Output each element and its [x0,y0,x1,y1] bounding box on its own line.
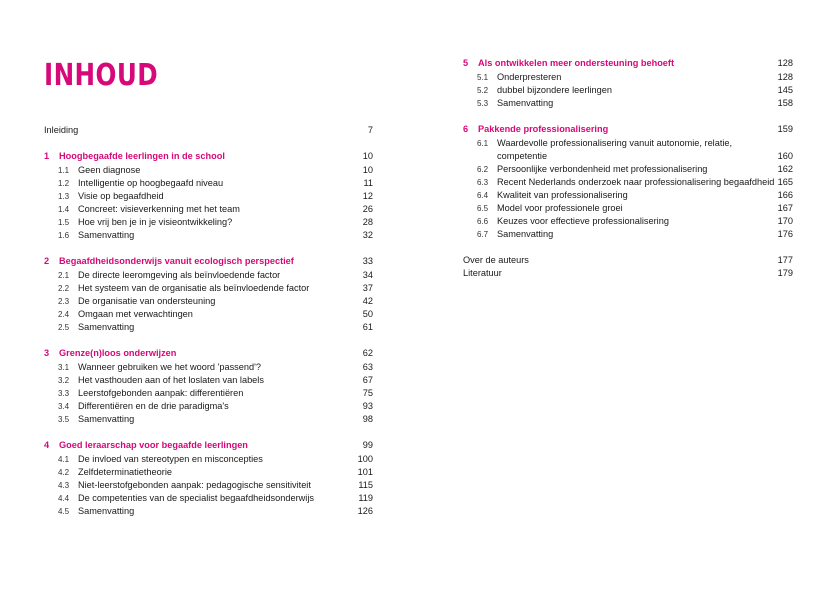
toc-section-page: 50 [362,309,373,319]
toc-entry-page: 177 [777,255,793,265]
toc-section-page: 63 [362,362,373,372]
toc-section-title: Zelfdeterminatietheorie [78,467,172,477]
toc-section-page: 34 [362,270,373,280]
toc-chapter-heading[interactable] [44,347,373,360]
toc-section-page: 158 [777,98,793,108]
toc-section-entry[interactable] [44,269,373,282]
toc-section-title: Omgaan met verwachtingen [78,309,193,319]
toc-section-entry[interactable] [44,229,373,242]
toc-backmatter-entry[interactable] [463,267,793,280]
toc-section-title: Recent Nederlands onderzoek naar professionalisering begaafdheid [497,177,775,187]
toc-section-number: 4.3 [58,481,70,490]
toc-chapter-number: 4 [44,440,50,450]
toc-entry-title: Inleiding [44,125,79,135]
toc-section-page: 162 [777,164,793,174]
toc-section-title: Het vasthouden aan of het loslaten van labels [78,375,264,385]
toc-section-title: Differentiëren en de drie paradigma's [78,401,229,411]
toc-section-page: 98 [362,414,373,424]
toc-section-number: 5.1 [477,73,489,82]
toc-section-page: 28 [362,217,373,227]
toc-section-page: 67 [362,375,373,385]
toc-section-title: Persoonlijke verbondenheid met professionalisering [497,164,708,174]
toc-section-title: Samenvatting [78,230,135,240]
toc-section-number: 5.3 [477,99,489,108]
toc-section-number: 4.4 [58,494,70,503]
toc-section-title: Geen diagnose [78,165,141,175]
toc-chapter-heading[interactable] [44,439,373,452]
toc-chapter-title: Hoogbegaafde leerlingen in de school [59,151,225,161]
toc-section-page: 10 [362,165,373,175]
toc-section-entry[interactable] [44,216,373,229]
toc-section-title: Samenvatting [78,414,135,424]
toc-section-entry[interactable] [463,163,793,176]
toc-section-page: 115 [358,480,373,490]
toc-section-title: Onderpresteren [497,72,562,82]
toc-section-entry[interactable] [44,308,373,321]
toc-section-number: 5.2 [477,86,489,95]
toc-section-page: 128 [777,72,793,82]
toc-section-title: Concreet: visieverkenning met het team [78,204,240,214]
toc-section-entry[interactable] [463,137,793,163]
toc-section-page: 100 [357,454,373,464]
toc-section-entry[interactable] [44,505,373,518]
toc-section-entry[interactable] [44,295,373,308]
toc-section-page: 26 [362,204,373,214]
toc-section-title: Samenvatting [497,98,554,108]
toc-section-entry[interactable] [44,479,373,492]
toc-section-number: 6.7 [477,230,489,239]
toc-section-title: Het systeem van de organisatie als beïnvloedende factor [78,283,310,293]
toc-section-title: Wanneer gebruiken we het woord 'passend'? [78,362,261,372]
toc-section-title: Leerstofgebonden aanpak: differentiëren [78,388,244,398]
toc-section-entry[interactable] [44,374,373,387]
toc-section-number: 3.5 [58,415,70,424]
toc-section-number: 1.4 [58,205,70,214]
toc-section-page: 12 [362,191,373,201]
toc-section-title: Visie op begaafdheid [78,191,164,201]
toc-section-number: 6.1 [477,139,489,148]
toc-chapter-title: Begaafdheidsonderwijs vanuit ecologisch perspectief [59,256,294,266]
toc-section-title: Niet-leerstofgebonden aanpak: pedagogische sensitiviteit [78,480,311,490]
toc-section-number: 6.5 [477,204,489,213]
toc-section-title: Waardevolle professionalisering vanuit autonomie, relatie, competentie [497,138,733,161]
toc-section-title: Intelligentie op hoogbegaafd niveau [78,178,224,188]
toc-backmatter [463,254,793,280]
toc-section-number: 2.4 [58,310,70,319]
toc-section-number: 1.3 [58,192,70,201]
toc-section-entry[interactable] [44,282,373,295]
toc-section-entry[interactable] [463,71,793,84]
toc-chapter-heading[interactable] [463,123,793,136]
toc-left-chapters [44,150,373,518]
toc-section-entry[interactable] [44,321,373,334]
toc-section-page: 32 [362,230,373,240]
toc-section-entry[interactable] [463,215,793,228]
toc-chapter-page: 128 [777,58,793,68]
toc-section-page: 166 [777,190,793,200]
toc-section-page: 101 [357,467,373,477]
toc-section-number: 2.1 [58,271,70,280]
toc-entry-title: Literatuur [463,268,502,278]
toc-chapter-number: 5 [463,58,469,68]
toc-section-page: 160 [777,151,793,161]
toc-chapter-page: 33 [362,256,373,266]
toc-section-number: 1.6 [58,231,70,240]
toc-section-title: Keuzes voor effectieve professionalisering [497,216,669,226]
toc-section-title: dubbel bijzondere leerlingen [497,85,612,95]
toc-section-entry[interactable] [44,164,373,177]
toc-section-page: 11 [363,178,373,188]
toc-section-entry[interactable] [44,190,373,203]
toc-section-number: 6.2 [477,165,489,174]
toc-chapter-heading[interactable] [44,255,373,268]
toc-section-entry[interactable] [44,203,373,216]
toc-chapter-number: 3 [44,348,50,358]
toc-section-number: 3.2 [58,376,70,385]
toc-section-title: Samenvatting [497,229,554,239]
toc-chapter-title: Als ontwikkelen meer ondersteuning behoeft [478,58,675,68]
toc-section-page: 126 [357,506,373,516]
toc-entry-title: Over de auteurs [463,255,529,265]
toc-section-entry[interactable] [44,466,373,479]
toc-section-title: Model voor professionele groei [497,203,623,213]
toc-chapter-page: 10 [362,151,373,161]
toc-entry-page: 179 [777,268,793,278]
toc-section-entry[interactable] [44,387,373,400]
toc-section-page: 170 [777,216,793,226]
toc-section-title: Hoe vrij ben je in je visieontwikkeling? [78,217,233,227]
toc-right-column [463,57,793,280]
toc-section-number: 6.6 [477,217,489,226]
toc-section-entry[interactable] [44,361,373,374]
toc-section-number: 4.5 [58,507,70,516]
toc-section-entry[interactable] [463,84,793,97]
toc-section-number: 2.2 [58,284,70,293]
toc-backmatter-entry[interactable] [463,254,793,267]
toc-section-page: 75 [362,388,373,398]
toc-section-page: 167 [777,203,793,213]
toc-section-number: 2.5 [58,323,70,332]
toc-section-page: 42 [362,296,373,306]
toc-chapter-number: 2 [44,256,50,266]
toc-entry-page: 7 [367,125,373,135]
toc-section-page: 145 [777,85,793,95]
toc-section-title: Samenvatting [78,322,135,332]
toc-section-page: 165 [777,177,793,187]
toc-left-column [44,124,373,518]
toc-section-number: 1.2 [58,179,70,188]
toc-section-entry[interactable] [463,176,793,189]
toc-chapter-title: Pakkende professionalisering [478,124,609,134]
toc-right-chapters [463,57,793,241]
toc-section-entry[interactable] [44,177,373,190]
toc-section-page: 61 [362,322,373,332]
toc-section-page: 119 [358,493,373,503]
page-title: INHOUD [44,58,159,93]
toc-section-title: De competenties van de specialist begaafdheidsonderwijs [78,493,314,503]
toc-section-entry[interactable] [44,453,373,466]
toc-entry-intro[interactable] [44,124,373,137]
toc-section-page: 93 [362,401,373,411]
toc-section-number: 1.5 [58,218,70,227]
toc-section-number: 6.4 [477,191,489,200]
toc-section-title: Samenvatting [78,506,135,516]
toc-chapter-heading[interactable] [44,150,373,163]
toc-chapter-page: 99 [362,440,373,450]
toc-section-number: 1.1 [58,166,70,175]
toc-chapter-title: Goed leraarschap voor begaafde leerlingen [59,440,248,450]
toc-section-page: 37 [362,283,373,293]
toc-section-number: 3.1 [58,363,70,372]
toc-section-entry[interactable] [44,492,373,505]
toc-section-entry[interactable] [463,228,793,241]
toc-chapter-heading[interactable] [463,57,793,70]
toc-section-number: 2.3 [58,297,70,306]
toc-chapter-page: 159 [777,124,793,134]
toc-section-title: De directe leeromgeving als beïnvloedende factor [78,270,281,280]
toc-section-number: 3.3 [58,389,70,398]
toc-section-page: 176 [777,229,793,239]
toc-chapter-number: 6 [463,124,469,134]
toc-section-number: 6.3 [477,178,489,187]
toc-section-number: 3.4 [58,402,70,411]
toc-section-entry[interactable] [463,97,793,110]
toc-chapter-title: Grenze(n)loos onderwijzen [59,348,177,358]
toc-section-title: De organisatie van ondersteuning [78,296,216,306]
toc-section-number: 4.2 [58,468,70,477]
toc-section-entry[interactable] [463,202,793,215]
toc-chapter-page: 62 [362,348,373,358]
toc-section-entry[interactable] [44,413,373,426]
toc-chapter-number: 1 [44,151,50,161]
toc-section-title: De invloed van stereotypen en misconcepties [78,454,263,464]
toc-section-title: Kwaliteit van professionalisering [497,190,628,200]
toc-section-entry[interactable] [463,189,793,202]
toc-section-entry[interactable] [44,400,373,413]
toc-section-number: 4.1 [58,455,70,464]
